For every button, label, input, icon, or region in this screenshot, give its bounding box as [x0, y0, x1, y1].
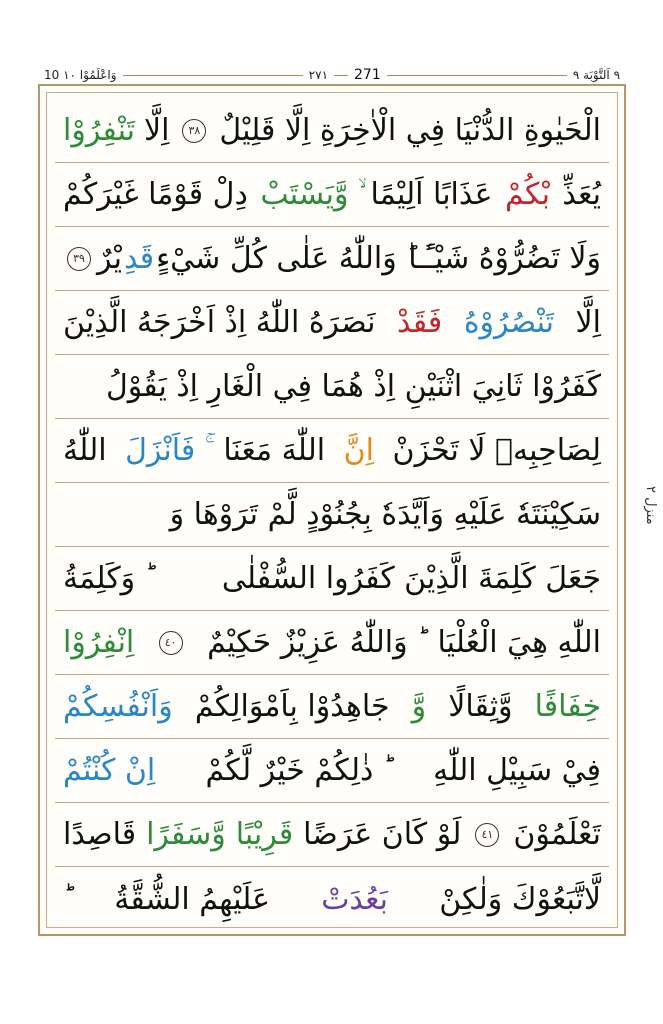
- text-segment: نَصَرَهُ اللّٰهُ اِذْ اَخْرَجَهُ الَّذِيْنَ: [63, 305, 376, 340]
- tajweed-word: قَدِ: [123, 241, 155, 276]
- tajweed-word: ۚ فَاَنْزَلَ: [125, 433, 205, 468]
- text-segment: وَلَا تَضُرُّوْهُ شَيْـًٔـا: [408, 241, 601, 276]
- text-line: [55, 867, 609, 931]
- tajweed-word: اِنَّ: [343, 433, 374, 468]
- text-segment: عَلَيْهِمُ الشُّقَّةُ: [114, 881, 270, 917]
- text-line: [55, 675, 609, 739]
- text-segment: ؕ وَكَلِمَةُ: [63, 561, 145, 596]
- text-line: [55, 483, 609, 547]
- text-line: [55, 611, 609, 675]
- tajweed-word: بَعُدَتْ: [321, 881, 388, 917]
- header-rule: [334, 75, 348, 76]
- text-line: [55, 355, 609, 419]
- text-segment: اللّٰهَ مَعَنَا: [223, 433, 326, 468]
- page-number: 271: [354, 67, 381, 83]
- surah-label: ٩ اَلتَّوْبَة ٩: [572, 68, 621, 82]
- page-header: [44, 64, 620, 86]
- tajweed-word: تَنْصُرُوْهُ: [463, 305, 554, 340]
- tajweed-word: فَقَدْ: [397, 305, 443, 340]
- text-segment: فِيْ سَبِيْلِ اللّٰهِ: [433, 753, 601, 788]
- text-line: [55, 99, 609, 163]
- juz-label: 10 وَاعْلَمُوْا ١٠: [44, 68, 117, 82]
- text-segment: عَذَابًا اَلِيْمًا: [370, 177, 493, 212]
- tajweed-word: وَّ: [411, 689, 427, 724]
- text-segment: تَعْلَمُوْنَ: [513, 817, 601, 852]
- header-rule: [123, 75, 303, 76]
- text-segment: جَاهِدُوْا بِاَمْوَالِكُمْ: [194, 689, 390, 724]
- ayah-number-marker: ٤١: [475, 823, 499, 847]
- text-segment: اللّٰهُ: [63, 433, 107, 468]
- ayah-number-marker: ٣٩: [67, 247, 91, 271]
- tajweed-word: وَاَنْفُسِكُمْ: [63, 689, 173, 724]
- text-line: [55, 291, 609, 355]
- text-segment: قَاصِدًا: [63, 817, 137, 852]
- quran-page: [38, 64, 626, 940]
- text-segment: اِلَّا: [143, 113, 170, 148]
- text-line: [55, 227, 609, 291]
- text-line: [55, 163, 609, 227]
- text-segment: اِلَّا: [575, 305, 601, 340]
- text-segment: جَعَلَ كَلِمَةَ الَّذِيْنَ كَفَرُوا السُّفْلٰى: [221, 561, 601, 596]
- ayah-number-marker: ٣٨: [182, 119, 206, 143]
- text-line: [55, 739, 609, 803]
- text-segment: اللّٰهِ هِيَ الْعُلْيَا: [437, 625, 601, 660]
- text-segment: لِصَاحِبِهٖ لَا تَحْزَنْ: [392, 433, 601, 468]
- text-segment: ؕ وَاللّٰهُ عَلٰى كُلِّ شَيْءٍ: [156, 241, 407, 276]
- text-segment: الْحَيٰوةِ الدُّنْيَا فِي الْاٰخِرَةِ اِلَّا قَلِيْلٌ: [219, 113, 601, 148]
- tajweed-word: اِنْفِرُوْا: [63, 625, 135, 660]
- text-segment: يْرٌ: [97, 241, 122, 276]
- text-line: [55, 803, 609, 867]
- text-segment: يُعَذِّ: [562, 177, 601, 212]
- tajweed-word: اِنْ كُنْتُمْ: [63, 753, 156, 788]
- text-segment: ؕ ذٰلِكُمْ خَيْرٌ لَّكُمْ: [205, 753, 383, 788]
- text-segment: كَفَرُوْا ثَانِيَ اثْنَيْنِ اِذْ هُمَا فِي الْغَارِ اِذْ يَقُوْلُ: [105, 369, 601, 404]
- page-number-arabic: ٢٧١: [308, 68, 329, 82]
- tajweed-word: ۙ وَّيَسْتَبْ: [260, 177, 358, 212]
- tajweed-word: بْكُمْ: [505, 177, 550, 212]
- text-frame: [38, 84, 626, 936]
- tajweed-word: خِفَافًا: [534, 689, 601, 724]
- text-segment: لَّاتَّبَعُوْكَ وَلٰكِنْ: [439, 881, 601, 917]
- text-segment: دِلْ قَوْمًا غَيْرَكُمْ: [63, 177, 248, 212]
- manzil-marker: منزل ٢: [643, 485, 658, 525]
- tajweed-word: تَنْفِرُوْا: [63, 113, 135, 148]
- text-segment: سَكِيْنَتَهٗ عَلَيْهِ وَاَيَّدَهٗ بِجُنُوْدٍ لَّمْ تَرَوْهَا وَ: [169, 497, 601, 532]
- tajweed-word: قَرِيْبًا: [235, 817, 294, 852]
- tajweed-word: وَّسَفَرًا: [146, 817, 226, 852]
- text-line: [55, 547, 609, 611]
- text-line: [55, 419, 609, 483]
- text-segment: لَوْ كَانَ عَرَضًا: [303, 817, 462, 852]
- header-rule: [387, 75, 567, 76]
- text-frame-inner: [46, 92, 618, 928]
- text-segment: ؕ وَاللّٰهُ عَزِيْزٌ حَكِيْمٌ: [207, 625, 418, 660]
- ayah-number-marker: ٤٠: [159, 631, 183, 655]
- text-segment: وَّثِقَالًا: [448, 689, 513, 724]
